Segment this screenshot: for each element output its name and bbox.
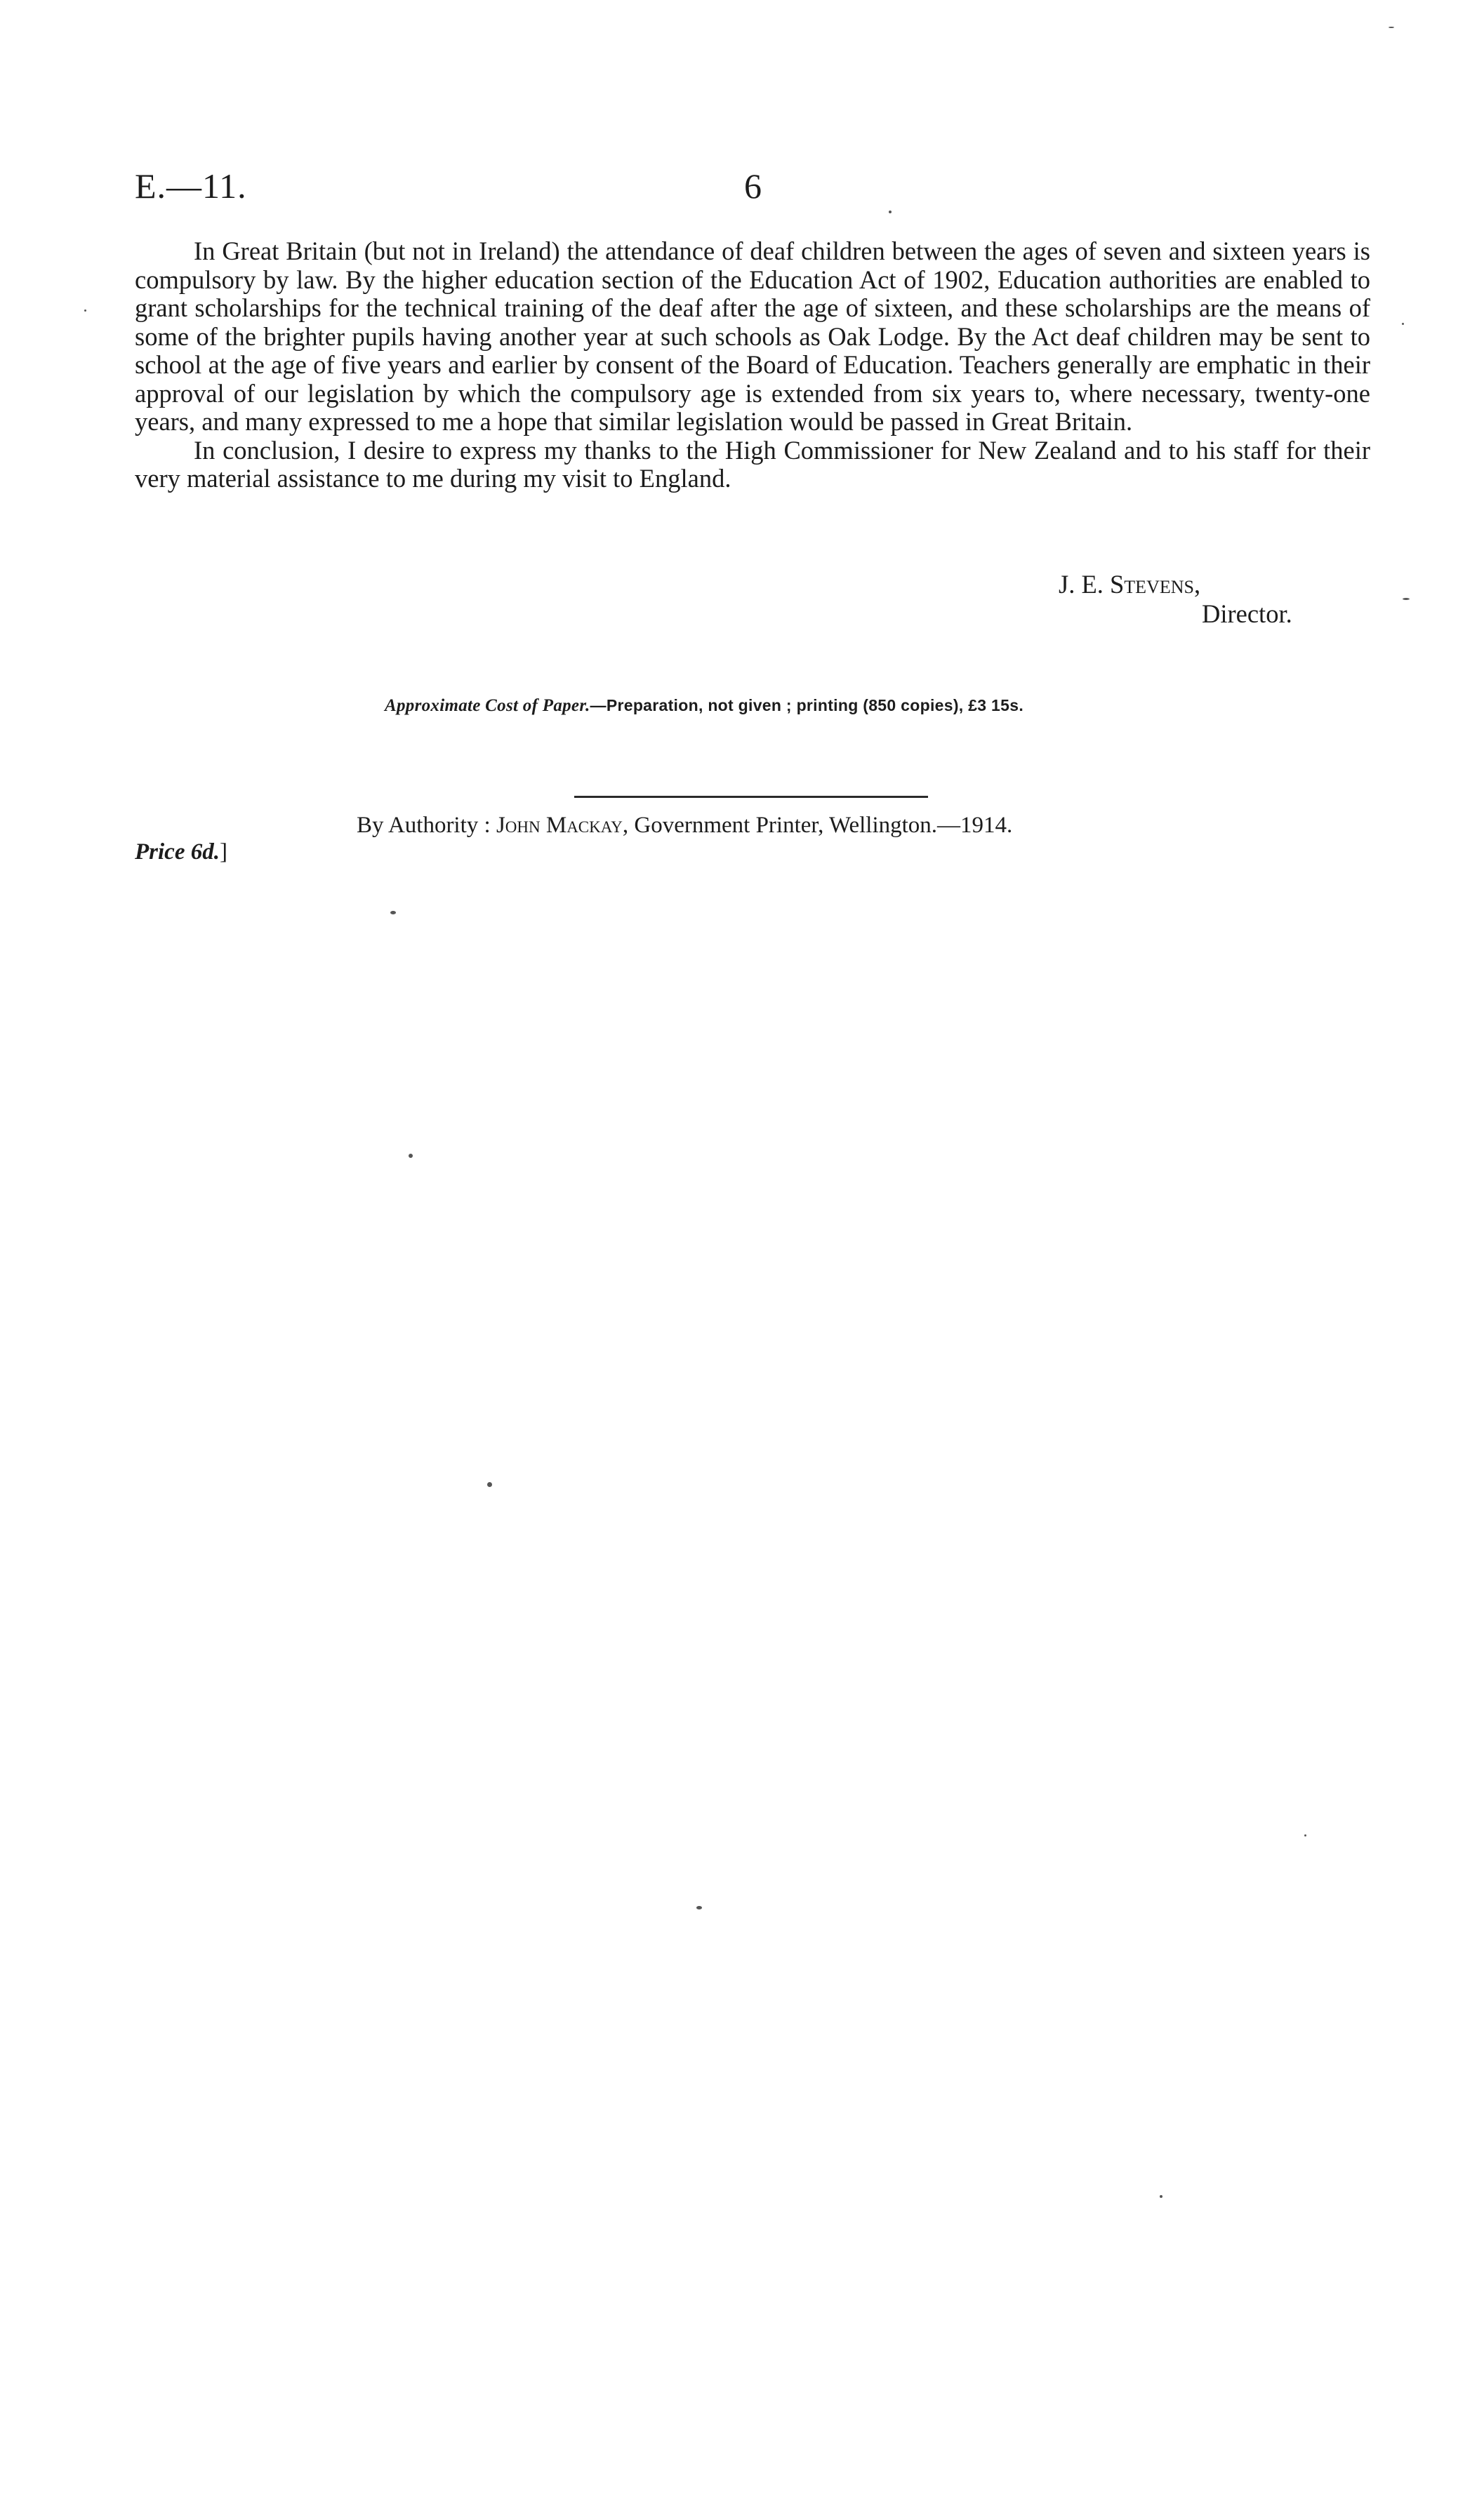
price-bracket: ] (219, 839, 227, 865)
printer-name: John Mackay (496, 813, 623, 838)
horizontal-rule (574, 796, 928, 798)
scan-speck (1389, 27, 1394, 28)
scan-speck (390, 911, 396, 914)
scan-speck (84, 309, 86, 312)
signatory-title: Director. (1202, 599, 1292, 628)
body-text (135, 237, 1370, 493)
cost-note-text: —Preparation, not given ; printing (850 copies), £3 15s. (590, 696, 1024, 714)
price-label: Price 6d. (135, 839, 220, 865)
scan-speck (696, 1906, 702, 1909)
signature-block (1059, 570, 1292, 629)
scan-speck (1160, 2195, 1162, 2198)
scan-speck (889, 211, 892, 213)
scan-speck (1304, 1834, 1306, 1836)
paragraph-deaf-education: In Great Britain (but not in Ireland) the attendance of deaf children between the ages of seven and sixteen years is compulsory by law. By the higher education section of the Education Act of 1902, Education authorities are enabled to grant scholarships for the technical training of the deaf after the age of sixteen, and these scholarships are the means of some of the brighter pupils having another year at such schools as Oak Lodge. By the Act deaf children may be sent to school at the age of five years and earlier by consent of the Board of Education. Teachers generally are emphatic in their approval of our legislation by which the compulsory age is extended from six years to, where necessary, twenty-one years, and many expressed to me a hope that similar legislation would be passed in Great Britain. (135, 236, 1370, 436)
scan-speck (1403, 598, 1410, 600)
page-number: 6 (744, 166, 762, 206)
imprint-prefix: By Authority : (357, 813, 496, 838)
parliamentary-paper-reference: E.—11. (135, 166, 247, 206)
cost-of-paper-note (385, 696, 1023, 716)
scan-speck (409, 1154, 413, 1158)
paragraph-conclusion: In conclusion, I desire to express my thanks to the High Commissioner for New Zealand and to his staff for their very material assistance to me during my visit to England. (135, 435, 1370, 493)
price-note (135, 839, 227, 865)
signatory-name: J. E. Stevens, (1059, 570, 1201, 599)
imprint-suffix: , Government Printer, Wellington.—1914. (622, 813, 1013, 838)
printer-imprint (357, 813, 1012, 839)
cost-note-label: Approximate Cost of Paper. (385, 696, 590, 715)
scan-speck (1402, 323, 1404, 325)
scan-speck (487, 1482, 492, 1487)
